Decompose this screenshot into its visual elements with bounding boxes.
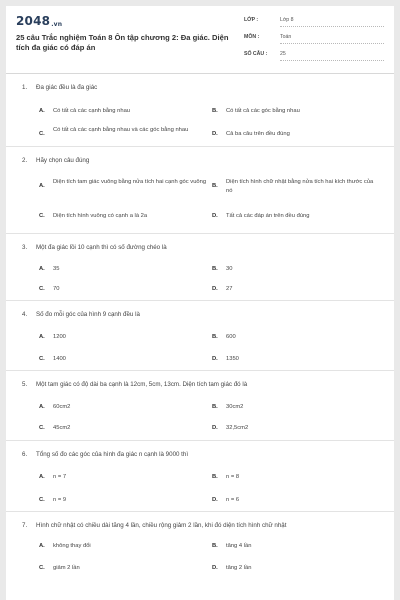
meta-underline: [280, 60, 384, 61]
question-prompt: Đa giác đều là đa giác: [36, 84, 98, 91]
question-prompt: Một tam giác có độ dài ba cạnh là 12cm, 5cm, 13cm. Diện tích tam giác đó là: [36, 381, 248, 388]
question-5: [6, 371, 394, 441]
meta-underline: [280, 26, 384, 27]
option-text: 27: [226, 286, 233, 292]
meta-label-subject: MÔN :: [244, 34, 260, 40]
option-text: 600: [226, 334, 236, 340]
question-7: [6, 512, 394, 592]
option-text: tăng 2 lần: [226, 565, 252, 571]
option-text: 32,5cm2: [226, 425, 249, 431]
question-number: 3.: [22, 244, 28, 251]
option-d[interactable]: [212, 212, 382, 221]
option-text: 30cm2: [226, 404, 244, 410]
option-text: giảm 2 lần: [53, 565, 80, 571]
option-letter: A.: [39, 266, 45, 272]
option-text: n = 6: [226, 497, 240, 503]
option-b[interactable]: [212, 403, 332, 412]
option-text: n = 7: [53, 474, 67, 480]
question-number: 7.: [22, 522, 28, 529]
question-text: [22, 381, 384, 388]
option-letter: C.: [39, 565, 45, 571]
option-letter: D.: [212, 131, 218, 137]
option-letter: C.: [39, 131, 45, 137]
document-title: 25 câu Trắc nghiệm Toán 8 Ôn tập chương 2: Đa giác. Diện tích đa giác có đáp án: [16, 33, 229, 52]
option-text: Tất cả các đáp án trên đều đúng: [226, 213, 310, 219]
option-letter: A.: [39, 334, 45, 340]
question-prompt: Một đa giác lồi 10 cạnh thì có số đường chéo là: [36, 244, 167, 251]
option-c[interactable]: [39, 285, 159, 294]
meta-row-count: [244, 49, 384, 61]
option-letter: D.: [212, 356, 218, 362]
option-letter: D.: [212, 425, 218, 431]
question-number: 1.: [22, 84, 28, 91]
question-list: [6, 74, 394, 592]
option-letter: B.: [212, 266, 218, 272]
question-prompt: Hình chữ nhật có chiều dài tăng 4 lần, chiều rộng giảm 2 lần, khi đó diện tích hình chữ nhật: [36, 522, 287, 529]
option-text: 1200: [53, 334, 66, 340]
option-letter: C.: [39, 213, 45, 219]
meta-value-class: Lớp 8: [280, 17, 294, 23]
option-b[interactable]: [212, 265, 332, 274]
option-letter: C.: [39, 497, 45, 503]
option-letter: A.: [39, 543, 45, 549]
option-text: Có tất cả các góc bằng nhau: [226, 108, 300, 114]
option-text: Diện tích tam giác vuông bằng nửa tích hai cạnh góc vuông: [53, 179, 207, 185]
question-number: 4.: [22, 311, 28, 318]
option-c[interactable]: [39, 496, 159, 505]
option-a[interactable]: [39, 473, 159, 482]
option-text: tăng 4 lần: [226, 543, 252, 549]
question-3: [6, 234, 394, 301]
option-letter: B.: [212, 543, 218, 549]
option-c[interactable]: [39, 126, 204, 144]
option-b[interactable]: [212, 333, 332, 342]
option-a[interactable]: [39, 107, 204, 116]
option-d[interactable]: [212, 355, 332, 364]
option-a[interactable]: [39, 265, 159, 274]
option-letter: B.: [212, 474, 218, 480]
option-d[interactable]: [212, 496, 332, 505]
worksheet-header: [6, 6, 394, 72]
option-letter: D.: [212, 286, 218, 292]
option-letter: C.: [39, 286, 45, 292]
option-text: không thay đổi: [53, 543, 91, 549]
option-b[interactable]: [212, 178, 382, 196]
worksheet-page: [6, 6, 394, 600]
meta-underline: [280, 43, 384, 44]
question-text: [22, 522, 384, 529]
meta-row-class: [244, 15, 384, 27]
option-d[interactable]: [212, 130, 377, 139]
option-letter: D.: [212, 213, 218, 219]
logo-suffix-text: .vn: [51, 21, 63, 28]
option-letter: A.: [39, 404, 45, 410]
logo-main-text: 2048: [16, 14, 51, 28]
option-text: Cả ba câu trên đều đúng: [226, 131, 290, 137]
question-prompt: Số đo mỗi góc của hình 9 cạnh đều là: [36, 311, 140, 318]
option-text: Diện tích hình chữ nhật bằng nửa tích hai kích thước của nó: [226, 179, 374, 194]
question-1: [6, 74, 394, 147]
option-b[interactable]: [212, 107, 377, 116]
option-text: 35: [53, 266, 60, 272]
question-4: [6, 301, 394, 371]
option-text: 70: [53, 286, 60, 292]
option-text: Có tất cả các cạnh bằng nhau và các góc bằng nhau: [53, 127, 189, 133]
question-text: [22, 84, 384, 91]
option-c[interactable]: [39, 355, 159, 364]
option-c[interactable]: [39, 424, 159, 433]
option-b[interactable]: [212, 542, 332, 551]
option-text: n = 8: [226, 474, 240, 480]
option-a[interactable]: [39, 333, 159, 342]
option-c[interactable]: [39, 564, 159, 573]
question-number: 5.: [22, 381, 28, 388]
option-letter: C.: [39, 425, 45, 431]
meta-row-subject: [244, 32, 384, 44]
meta-value-count: 25: [280, 51, 286, 57]
option-text: 45cm2: [53, 425, 71, 431]
question-6: [6, 441, 394, 512]
option-letter: A.: [39, 108, 45, 114]
question-number: 2.: [22, 157, 28, 164]
question-text: [22, 157, 384, 164]
option-text: 60cm2: [53, 404, 71, 410]
meta-info: [244, 15, 384, 66]
option-b[interactable]: [212, 473, 332, 482]
meta-label-count: SỐ CÂU :: [244, 51, 268, 57]
option-letter: D.: [212, 565, 218, 571]
question-2: [6, 147, 394, 234]
option-text: n = 9: [53, 497, 67, 503]
meta-value-subject: Toán: [280, 34, 292, 40]
option-text: Có tất cả các cạnh bằng nhau: [53, 108, 131, 114]
option-c[interactable]: [39, 212, 209, 221]
question-text: [22, 311, 384, 318]
option-a[interactable]: [39, 178, 209, 196]
option-letter: B.: [212, 183, 218, 189]
option-letter: B.: [212, 404, 218, 410]
option-d[interactable]: [212, 564, 332, 573]
option-a[interactable]: [39, 403, 159, 412]
option-text: 1400: [53, 356, 66, 362]
option-letter: A.: [39, 474, 45, 480]
option-text: 1350: [226, 356, 239, 362]
question-prompt: Hãy chọn câu đúng: [36, 157, 90, 164]
question-number: 6.: [22, 451, 28, 458]
option-letter: B.: [212, 108, 218, 114]
question-prompt: Tổng số đo các góc của hình đa giác n cạnh là 9000 thì: [36, 451, 189, 458]
option-d[interactable]: [212, 424, 332, 433]
option-text: Diện tích hình vuông có cạnh a là 2a: [53, 213, 148, 219]
question-text: [22, 244, 384, 251]
option-d[interactable]: [212, 285, 332, 294]
question-text: [22, 451, 384, 458]
option-letter: C.: [39, 356, 45, 362]
option-a[interactable]: [39, 542, 159, 551]
option-letter: A.: [39, 183, 45, 189]
site-logo[interactable]: [16, 14, 62, 28]
option-text: 30: [226, 266, 233, 272]
option-letter: B.: [212, 334, 218, 340]
option-letter: D.: [212, 497, 218, 503]
meta-label-class: LỚP :: [244, 17, 259, 23]
